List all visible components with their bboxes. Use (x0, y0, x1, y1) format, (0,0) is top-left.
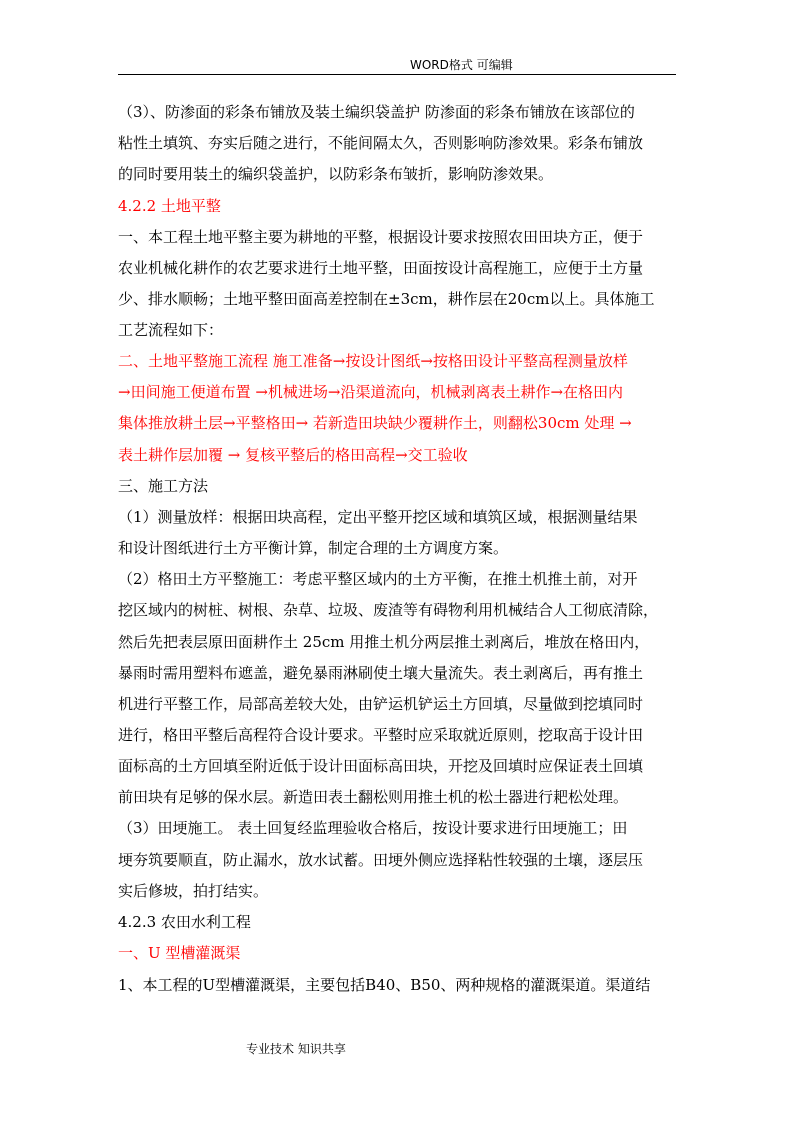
text-line: 一、U 型槽灌溉渠 (118, 944, 241, 962)
text-line: 三、施工方法 (118, 477, 209, 495)
text-line: 进行，格田平整后高程符合设计要求。平整时应采取就近原则，挖取高于设计田 (118, 726, 644, 744)
text-line: （1）测量放样：根据田块高程，定出平整开挖区域和填筑区域，根据测量结果 (118, 508, 638, 526)
text-line: 1、本工程的U型槽灌溉渠，主要包括B40、B50、两种规格的灌溉渠道。渠道结 (118, 976, 651, 994)
text-line: 二、土地平整施工流程 施工准备→按设计图纸→按格田设计平整高程测量放样 (118, 352, 628, 370)
text-line: 一、本工程土地平整主要为耕地的平整，根据设计要求按照农田田块方正，便于 (118, 228, 644, 246)
page-header (118, 54, 676, 74)
text-line: 实后修坡，拍打结实。 (118, 882, 269, 900)
text-line: →田间施工便道布置 →机械进场→沿渠道流向，机械剥离表土耕作→在格田内 (118, 383, 624, 401)
page-footer: 专业技术 知识共享 (246, 1042, 346, 1056)
header-text: WORD格式 可编辑 (410, 58, 513, 72)
text-line: 面标高的土方回填至附近低于设计田面标高田块，开挖及回填时应保证表土回填 (118, 757, 644, 775)
text-line: 表土耕作层加覆 → 复核平整后的格田高程→交工验收 (118, 446, 468, 464)
text-line: 埂夯筑要顺直，防止漏水，放水试蓄。田埂外侧应选择粘性较强的土壤，逐层压 (118, 851, 644, 869)
text-line: 粘性土填筑、夯实后随之进行，不能间隔太久，否则影响防渗效果。彩条布铺放 (118, 134, 644, 152)
text-line: （3）田埂施工。 表土回复经监理验收合格后，按设计要求进行田埂施工；田 (118, 819, 628, 837)
text-line: 然后先把表层原田面耕作土 25cm 用推土机分两层推土剥离后，堆放在格田内， (118, 633, 650, 651)
text-line: （3）、防渗面的彩条布铺放及装土编织袋盖护 防渗面的彩条布铺放在该部位的 (118, 103, 635, 121)
text-line: 少、排水顺畅；土地平整田面高差控制在±3cm，耕作层在20cm以上。具体施工 (118, 290, 655, 308)
text-line: 挖区域内的树桩、树根、杂草、垃圾、废渣等有碍物利用机械结合人工彻底清除， (118, 601, 659, 619)
text-line: 集体推放耕土层→平整格田→ 若新造田块缺少覆耕作土，则翻松30cm 处理 → (118, 414, 632, 432)
text-line: 4.2.2 土地平整 (118, 197, 221, 215)
text-line: 机进行平整工作，局部高差较大处，由铲运机铲运土方回填，尽量做到挖填同时 (118, 695, 644, 713)
text-line: 前田块有足够的保水层。新造田表土翻松则用推土机的松土器进行耙松处理。 (118, 788, 629, 806)
text-line: 工艺流程如下： (118, 321, 224, 339)
text-line: 的同时要用装土的编织袋盖护，以防彩条布皱折，影响防渗效果。 (118, 165, 554, 183)
text-line: 4.2.3 农田水利工程 (118, 913, 251, 931)
text-line: 和设计图纸进行土方平衡计算，制定合理的土方调度方案。 (118, 539, 509, 557)
text-line: （2）格田土方平整施工：考虑平整区域内的土方平衡，在推土机推土前，对开 (118, 570, 638, 588)
text-line: 暴雨时需用塑料布遮盖，避免暴雨淋刷使土壤大量流失。表土剥离后，再有推土 (118, 664, 644, 682)
text-line: 农业机械化耕作的农艺要求进行土地平整，田面按设计高程施工，应便于土方量 (118, 259, 644, 277)
header-rule (118, 74, 676, 75)
